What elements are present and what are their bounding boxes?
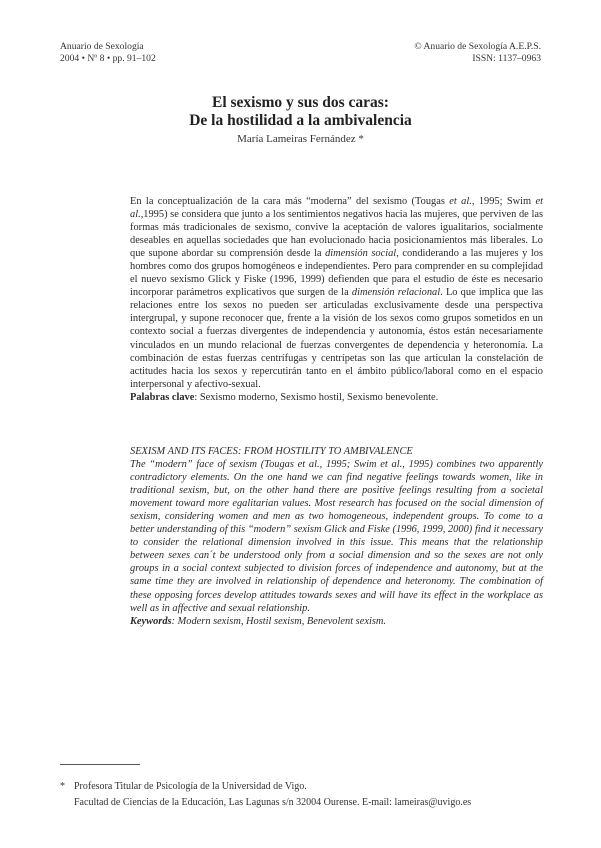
issn: ISSN: 1137–0963 <box>472 53 541 64</box>
footnote <box>60 779 543 811</box>
issue-info: 2004 • Nº 8 • pp. 91–102 <box>60 53 156 64</box>
article-title-line2: De la hostilidad a la ambivalencia <box>189 112 412 129</box>
copyright: © Anuario de Sexología A.E.P.S. <box>414 41 541 52</box>
emphasis-social: dimensión social <box>325 248 397 260</box>
abstract-text: , 1995; Swim <box>471 196 536 207</box>
keywords-spanish <box>130 391 543 404</box>
footnote-mark: * <box>60 781 65 792</box>
keywords-label: Keywords <box>130 615 172 627</box>
journal-name: Anuario de Sexología <box>60 41 144 52</box>
abstract-english-heading: SEXISM AND ITS FACES: FROM HOSTILITY TO AMBIVALENCE <box>130 446 413 457</box>
citation-etal: et al. <box>130 196 544 221</box>
title-block <box>0 94 601 146</box>
keywords-list: : Modern sexism, Hostil sexism, Benevolent sexism. <box>171 615 386 627</box>
abstract-text: En la conceptualización de la cara más “moderna” del sexismo (Tougas <box>130 196 450 207</box>
emphasis-relacional: dimensión relacional <box>351 287 441 299</box>
footnote-line-1 <box>60 779 543 795</box>
running-header-left <box>60 41 156 65</box>
footnote-address: Facultad de Ciencias de la Educación, Las Lagunas s/n 32004 Ourense. E-mail: lameiras@uvigo.es <box>74 797 472 808</box>
abstract-spanish-body <box>130 195 543 391</box>
footnote-affiliation: Profesora Titular de Psicología de la Universidad de Vigo. <box>74 781 307 792</box>
keywords-english <box>130 615 543 628</box>
running-header-right <box>414 41 541 65</box>
abstract-english <box>130 445 543 628</box>
author-name: María Lameiras Fernández * <box>237 133 364 145</box>
abstract-text: . Lo que implica que las relaciones entre los sexos no pueden ser articuladas exclusivamente desde una perspectiva intergrupal, y supone reconocer que, frente a la visión de los sexos como grupos sometidos en un contexto social a fuerzas divergentes de independencia y autonomía, éstos están necesariamente vinculados en un mundo relacional de fuerzas convergentes de dependencia y heteronomía. La combinación de estas fuerzas centrífugas y centrípetas son las que articulan la constelación de actitudes hacia los sexos y repercutirán tanto en el ámbito público/laboral como en el espacio interpersonal y afectivo-sexual. <box>130 287 544 390</box>
abstract-text: , condiderando a las mujeres y los hombres como dos grupos homogéneos e independientes. Pero para comprender en su complejidad el nuevo sexismo Glick y Fiske (1996, 1999) defienden que para el estudio de éste es necesario incorporar parámetros explicativos que surgen de la <box>130 248 544 299</box>
citation-etal: et al. <box>449 196 472 207</box>
abstract-english-body: The “modern” face of sexism (Tougas et al., 1995; Swim et al., 1995) combines two apparently contradictory elements. On the one hand we can find negative feelings towards women, like in traditional sexism, but, on the other hand there are positive feelings resulting from a societal movement toward more egalitarian values. Most research has focused on the social dimension of sexism, considering women and men as two homogeneous, independent groups. To come to a better understanding of this “modern” sexism Glick and Fiske (1996, 1999, 2000) find it necessary to consider the relational dimension involved in this issue. This means that the relationship between sexes can´t be understood only from a social dimension and so the sexes are not only groups in a social context subjected to division forces of independence and autonomy, but at the same time they are involved in relationship of dependence and heteronomy. The combination of these opposing forces develop attitudes towards sexes and will have its effect in the workplace as well as in affective and sexual relationship. <box>130 459 543 614</box>
abstract-text: ,1995) se considera que junto a los sentimientos negativos hacia las mujeres, que perviven de las formas más tradicionales de sexismo, convive la aceptación de valores igualitarios, socialmente deseables en aquellas sociedades que han evolucionado hacia posicionamientos más liberales. Lo que supone abordar su comprensión desde la <box>130 209 543 260</box>
footnote-rule <box>60 764 140 765</box>
abstract-spanish <box>130 195 543 404</box>
keywords-label: Palabras clave <box>130 391 195 403</box>
keywords-list: : Sexismo moderno, Sexismo hostil, Sexismo benevolente. <box>194 391 439 403</box>
article-title-line1: El sexismo y sus dos caras: <box>212 94 389 111</box>
